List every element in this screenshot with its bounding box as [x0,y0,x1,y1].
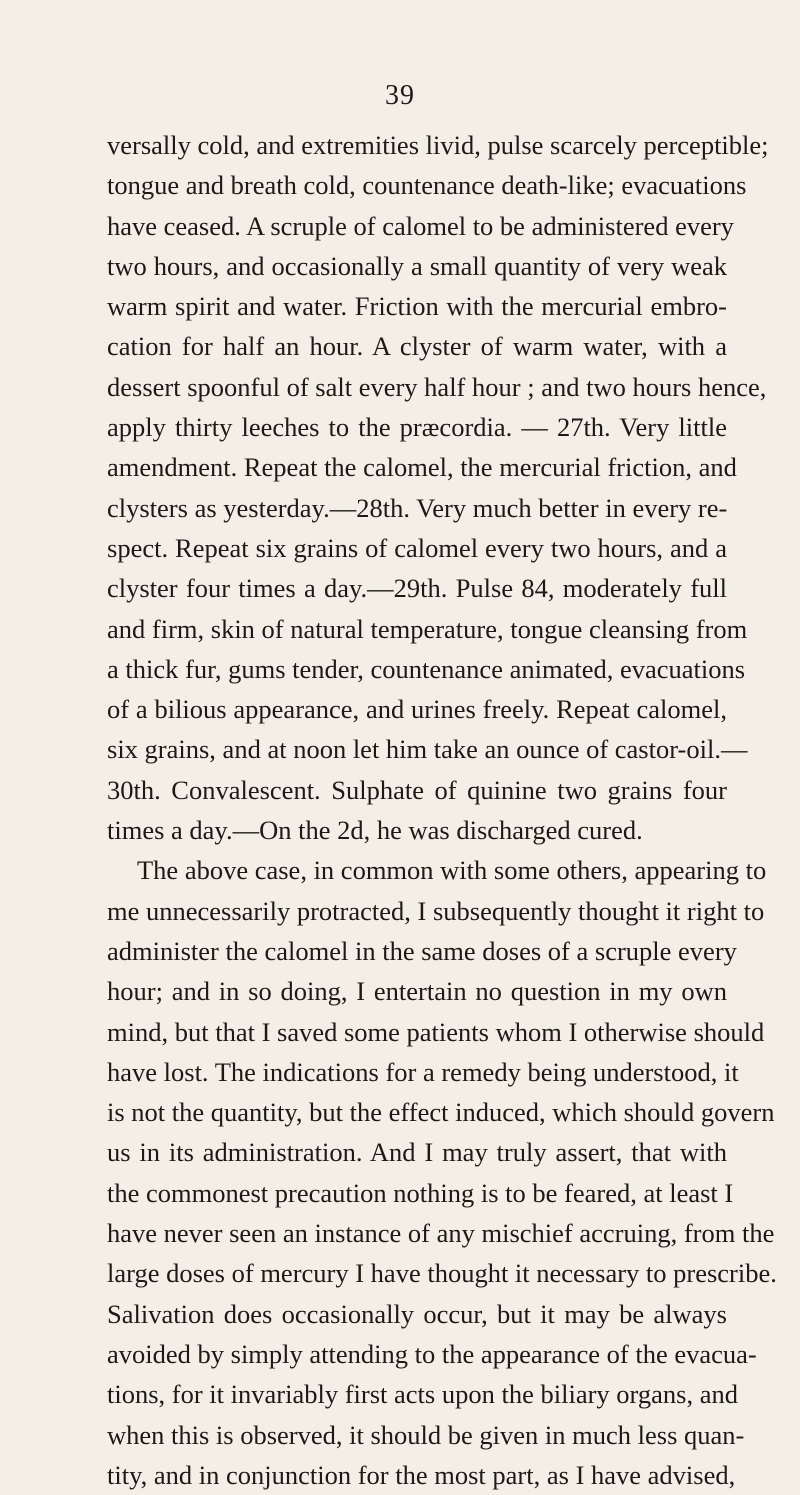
text-line-33: when this is observed, it should be given in much less quan- [107,1419,745,1450]
text-line-31: avoided by simply attending to the appearance of the evacua- [107,1338,757,1369]
text-line-15: of a bilious appearance, and urines freely. Repeat calomel, [107,694,727,725]
text-line-27: the commonest precaution nothing is to be feared, at least I [107,1177,734,1208]
text-line-28: have never seen an instance of any mischief accruing, from the [107,1218,775,1249]
text-line-10: clysters as yesterday.—28th. Very much better in every re- [107,492,728,523]
text-line-22: hour; and in so doing, I entertain no question in my own [107,976,727,1007]
text-line-23: mind, but that I saved some patients whom I otherwise should [107,1016,765,1047]
text-line-12: clyster four times a day.—29th. Pulse 84, moderately full [107,573,727,604]
text-line-34: tity, and in conjunction for the most part, as I have advised, [107,1459,736,1490]
text-line-5: warm spirit and water. Friction with the mercurial embro- [107,291,727,322]
text-line-1: versally cold, and extremities livid, pulse scarcely perceptible; [107,130,769,160]
text-line-21: administer the calomel in the same doses of a scruple every [107,935,737,966]
paragraph-start-line: The above case, in common with some others, appearing to [137,855,767,886]
page-number: 39 [385,80,415,111]
text-line-25: is not the quantity, but the effect induced, which should govern [107,1097,775,1128]
text-line-11: spect. Repeat six grains of calomel every two hours, and a [107,532,727,563]
text-line-9: amendment. Repeat the calomel, the mercurial friction, and [107,452,737,483]
text-line-3: have ceased. A scruple of calomel to be administered every [107,210,734,241]
text-line-18: times a day.—On the 2d, he was discharged cured. [107,815,643,846]
body-text [107,125,777,1495]
text-line-26: us in its administration. And I may truly assert, that with [107,1137,727,1168]
text-line-24: have lost. The indications for a remedy being understood, it [107,1056,739,1087]
text-line-6: cation for half an hour. A clyster of warm water, with a [107,331,727,362]
text-line-32: tions, for it invariably first acts upon the biliary organs, and [107,1379,738,1410]
text-line-30: Salivation does occasionally occur, but it may be always [107,1298,727,1329]
text-line-14: a thick fur, gums tender, countenance animated, evacuations [107,653,746,684]
text-line-17: 30th. Convalescent. Sulphate of quinine two grains four [107,774,727,805]
text-line-13: and firm, skin of natural temperature, tongue cleansing from [107,613,748,644]
text-line-8: apply thirty leeches to the præcordia. — 27th. Very little [107,412,727,443]
text-line-2: tongue and breath cold, countenance death-like; evacuations [107,170,747,201]
text-line-7: dessert spoonful of salt every half hour ; and two hours hence, [107,371,767,402]
text-line-16: six grains, and at noon let him take an ounce of castor-oil.— [107,734,748,765]
text-line-20: me unnecessarily protracted, I subsequently thought it right to [107,895,765,926]
text-line-4: two hours, and occasionally a small quantity of very weak [107,250,727,281]
text-line-29: large doses of mercury I have thought it necessary to prescribe. [107,1258,777,1289]
